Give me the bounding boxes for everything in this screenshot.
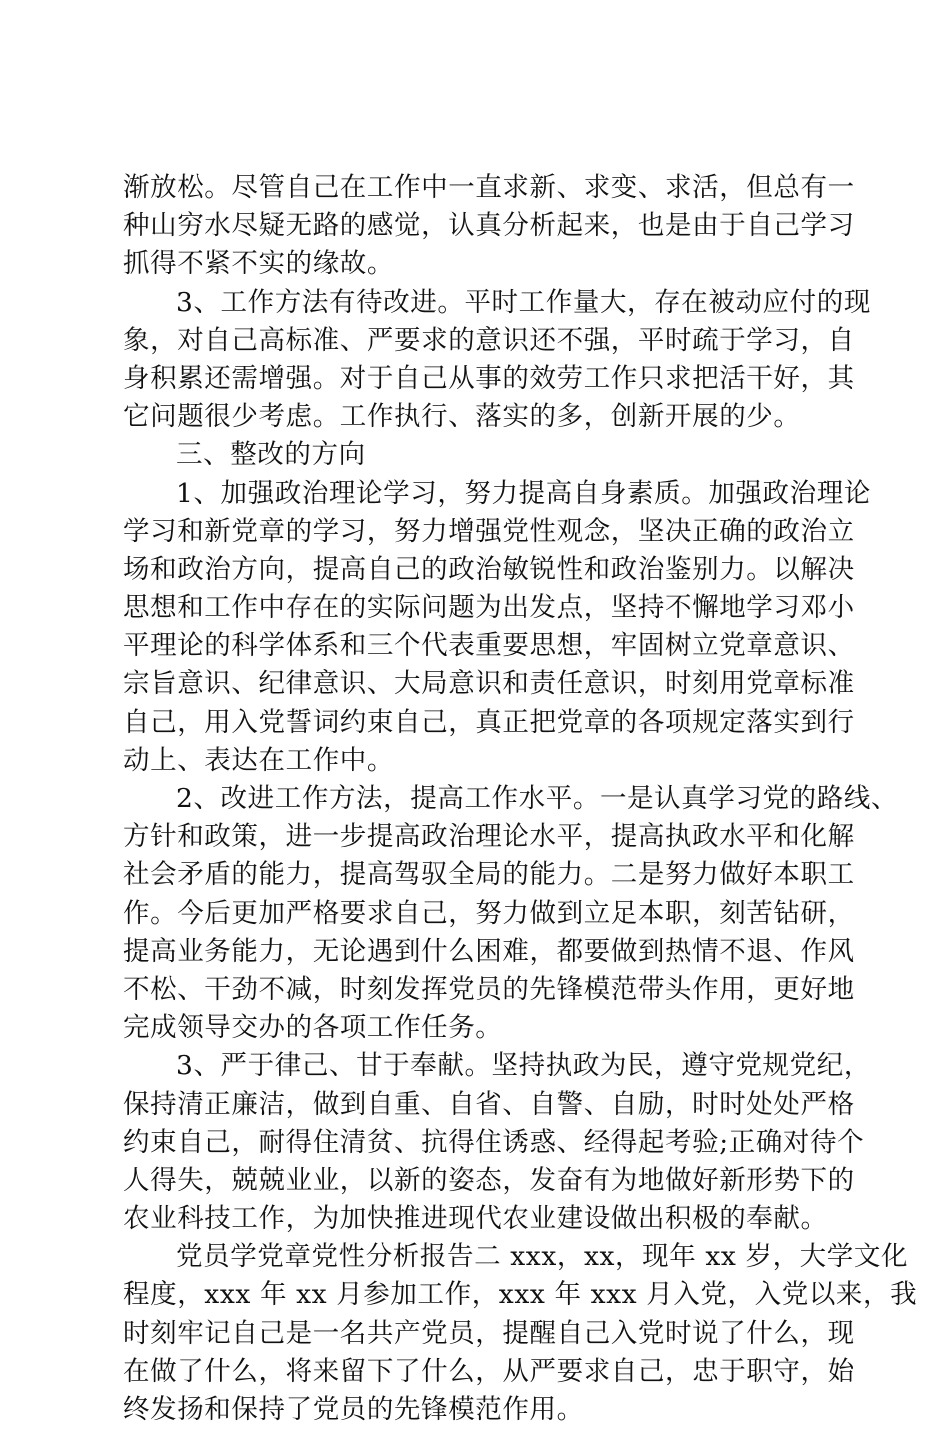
body-text (123, 169, 918, 1429)
text-line: 渐放松。尽管自己在工作中一直求新、求变、求活，但总有一 (123, 172, 855, 203)
text-line: 时刻牢记自己是一名共产党员，提醒自己入党时说了什么，现 (123, 1317, 855, 1349)
text-line: 身积累还需增强。对于自己从事的效劳工作只求把活干好，其 (123, 362, 855, 394)
text-line: 抓得不紧不实的缘故。 (123, 248, 394, 280)
text-line: 党员学党章党性分析报告二 xxx，xx，现年 xx 岁，大学文化 (176, 1241, 909, 1273)
text-line: 程度，xxx 年 xx 月参加工作，xxx 年 xxx 月入党，入党以来，我 (123, 1279, 918, 1311)
text-line: 社会矛盾的能力，提高驾驭全局的能力。二是努力做好本职工 (123, 859, 855, 891)
text-line: 约束自己，耐得住清贫、抗得住诱惑、经得起考验;正确对待个 (123, 1126, 865, 1158)
text-line: 它问题很少考虑。工作执行、落实的多，创新开展的少。 (123, 401, 801, 433)
text-line: 作。今后更加严格要求自己，努力做到立足本职，刻苦钻研， (123, 897, 855, 929)
text-line: 方针和政策，进一步提高政治理论水平，提高执政水平和化解 (123, 821, 855, 853)
text-line: 2、改进工作方法，提高工作水平。一是认真学习党的路线、 (176, 783, 899, 814)
text-line: 3、工作方法有待改进。平时工作量大，存在被动应付的现 (176, 286, 871, 318)
text-line: 动上、表达在工作中。 (123, 744, 394, 776)
text-line: 提高业务能力，无论遇到什么困难，都要做到热情不退、作风 (123, 935, 855, 967)
text-line: 思想和工作中存在的实际问题为出发点，坚持不懈地学习邓小 (123, 592, 855, 624)
text-line: 3、严于律己、甘于奉献。坚持执政为民，遵守党规党纪， (176, 1050, 871, 1082)
text-line: 象，对自己高标准、严要求的意识还不强，平时疏于学习，自 (123, 324, 855, 356)
text-line: 种山穷水尽疑无路的感觉，认真分析起来，也是由于自己学习 (123, 210, 855, 242)
text-line: 农业科技工作，为加快推进现代农业建设做出积极的奉献。 (123, 1203, 828, 1235)
text-line: 宗旨意识、纪律意识、大局意识和责任意识，时刻用党章标准 (123, 668, 855, 700)
text-line: 平理论的科学体系和三个代表重要思想，牢固树立党章意识、 (123, 630, 855, 662)
text-line: 在做了什么，将来留下了什么，从严要求自己，忠于职守，始 (123, 1355, 855, 1387)
text-line: 完成领导交办的各项工作任务。 (123, 1012, 503, 1044)
section-heading: 三、整改的方向 (176, 439, 366, 471)
text-line: 自己，用入党誓词约束自己，真正把党章的各项规定落实到行 (123, 706, 855, 738)
text-line: 人得失，兢兢业业，以新的姿态，发奋有为地做好新形势下的 (123, 1164, 855, 1196)
text-line: 1、加强政治理论学习，努力提高自身素质。加强政治理论 (176, 477, 871, 509)
text-line: 场和政治方向，提高自己的政治敏锐性和政治鉴别力。以解决 (123, 553, 855, 585)
text-line: 终发扬和保持了党员的先锋模范作用。 (123, 1394, 584, 1425)
text-line: 保持清正廉洁，做到自重、自省、自警、自励，时时处处严格 (123, 1088, 855, 1120)
text-line: 学习和新党章的学习，努力增强党性观念，坚决正确的政治立 (123, 515, 855, 547)
text-line: 不松、干劲不减，时刻发挥党员的先锋模范带头作用，更好地 (123, 973, 855, 1005)
